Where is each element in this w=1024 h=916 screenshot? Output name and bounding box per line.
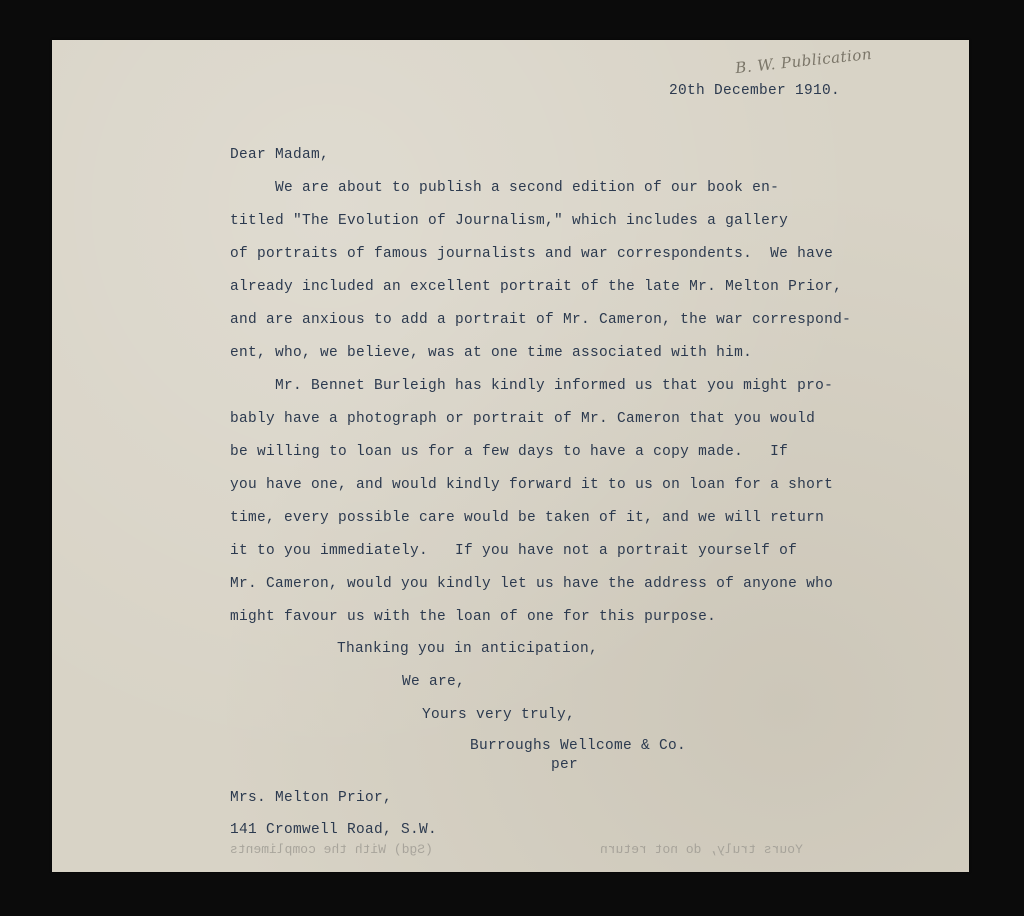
body-line: titled "The Evolution of Journalism," which includes a gallery bbox=[230, 213, 789, 229]
body-line: time, every possible care would be taken of it, and we will return bbox=[230, 510, 825, 526]
body-line: We are about to publish a second edition of our book en- bbox=[275, 180, 780, 196]
recipient-address: 141 Cromwell Road, S.W. bbox=[230, 822, 438, 838]
closing-company: Burroughs Wellcome & Co. bbox=[470, 738, 687, 754]
closing-per: per bbox=[551, 757, 579, 773]
handwritten-annotation: B. W. Publication bbox=[734, 44, 873, 78]
body-line: and are anxious to add a portrait of Mr. Cameron, the war correspond- bbox=[230, 312, 852, 328]
closing-we-are: We are, bbox=[402, 674, 466, 690]
closing-thanks: Thanking you in anticipation, bbox=[337, 641, 599, 657]
body-line: already included an excellent portrait of the late Mr. Melton Prior, bbox=[230, 279, 843, 295]
body-line: it to you immediately. If you have not a portrait yourself of bbox=[230, 543, 798, 559]
salutation: Dear Madam, bbox=[230, 147, 330, 163]
body-line: ent, who, we believe, was at one time associated with him. bbox=[230, 345, 753, 361]
body-line: bably have a photograph or portrait of Mr. Cameron that you would bbox=[230, 411, 816, 427]
recipient-name: Mrs. Melton Prior, bbox=[230, 790, 393, 806]
body-line: Mr. Bennet Burleigh has kindly informed us that you might pro- bbox=[275, 378, 834, 394]
closing-yours: Yours very truly, bbox=[422, 707, 576, 723]
body-line: be willing to loan us for a few days to have a copy made. If bbox=[230, 444, 789, 460]
letter-date: 20th December 1910. bbox=[669, 83, 841, 99]
body-line: Mr. Cameron, would you kindly let us have the address of anyone who bbox=[230, 576, 834, 592]
body-line: you have one, and would kindly forward it to us on loan for a short bbox=[230, 477, 834, 493]
bleed-through-text: Yours truly, do not return bbox=[600, 842, 803, 857]
bleed-through-text: (Sgd) With the compliments bbox=[230, 842, 433, 857]
body-line: might favour us with the loan of one for this purpose. bbox=[230, 609, 717, 625]
body-line: of portraits of famous journalists and war correspondents. We have bbox=[230, 246, 834, 262]
